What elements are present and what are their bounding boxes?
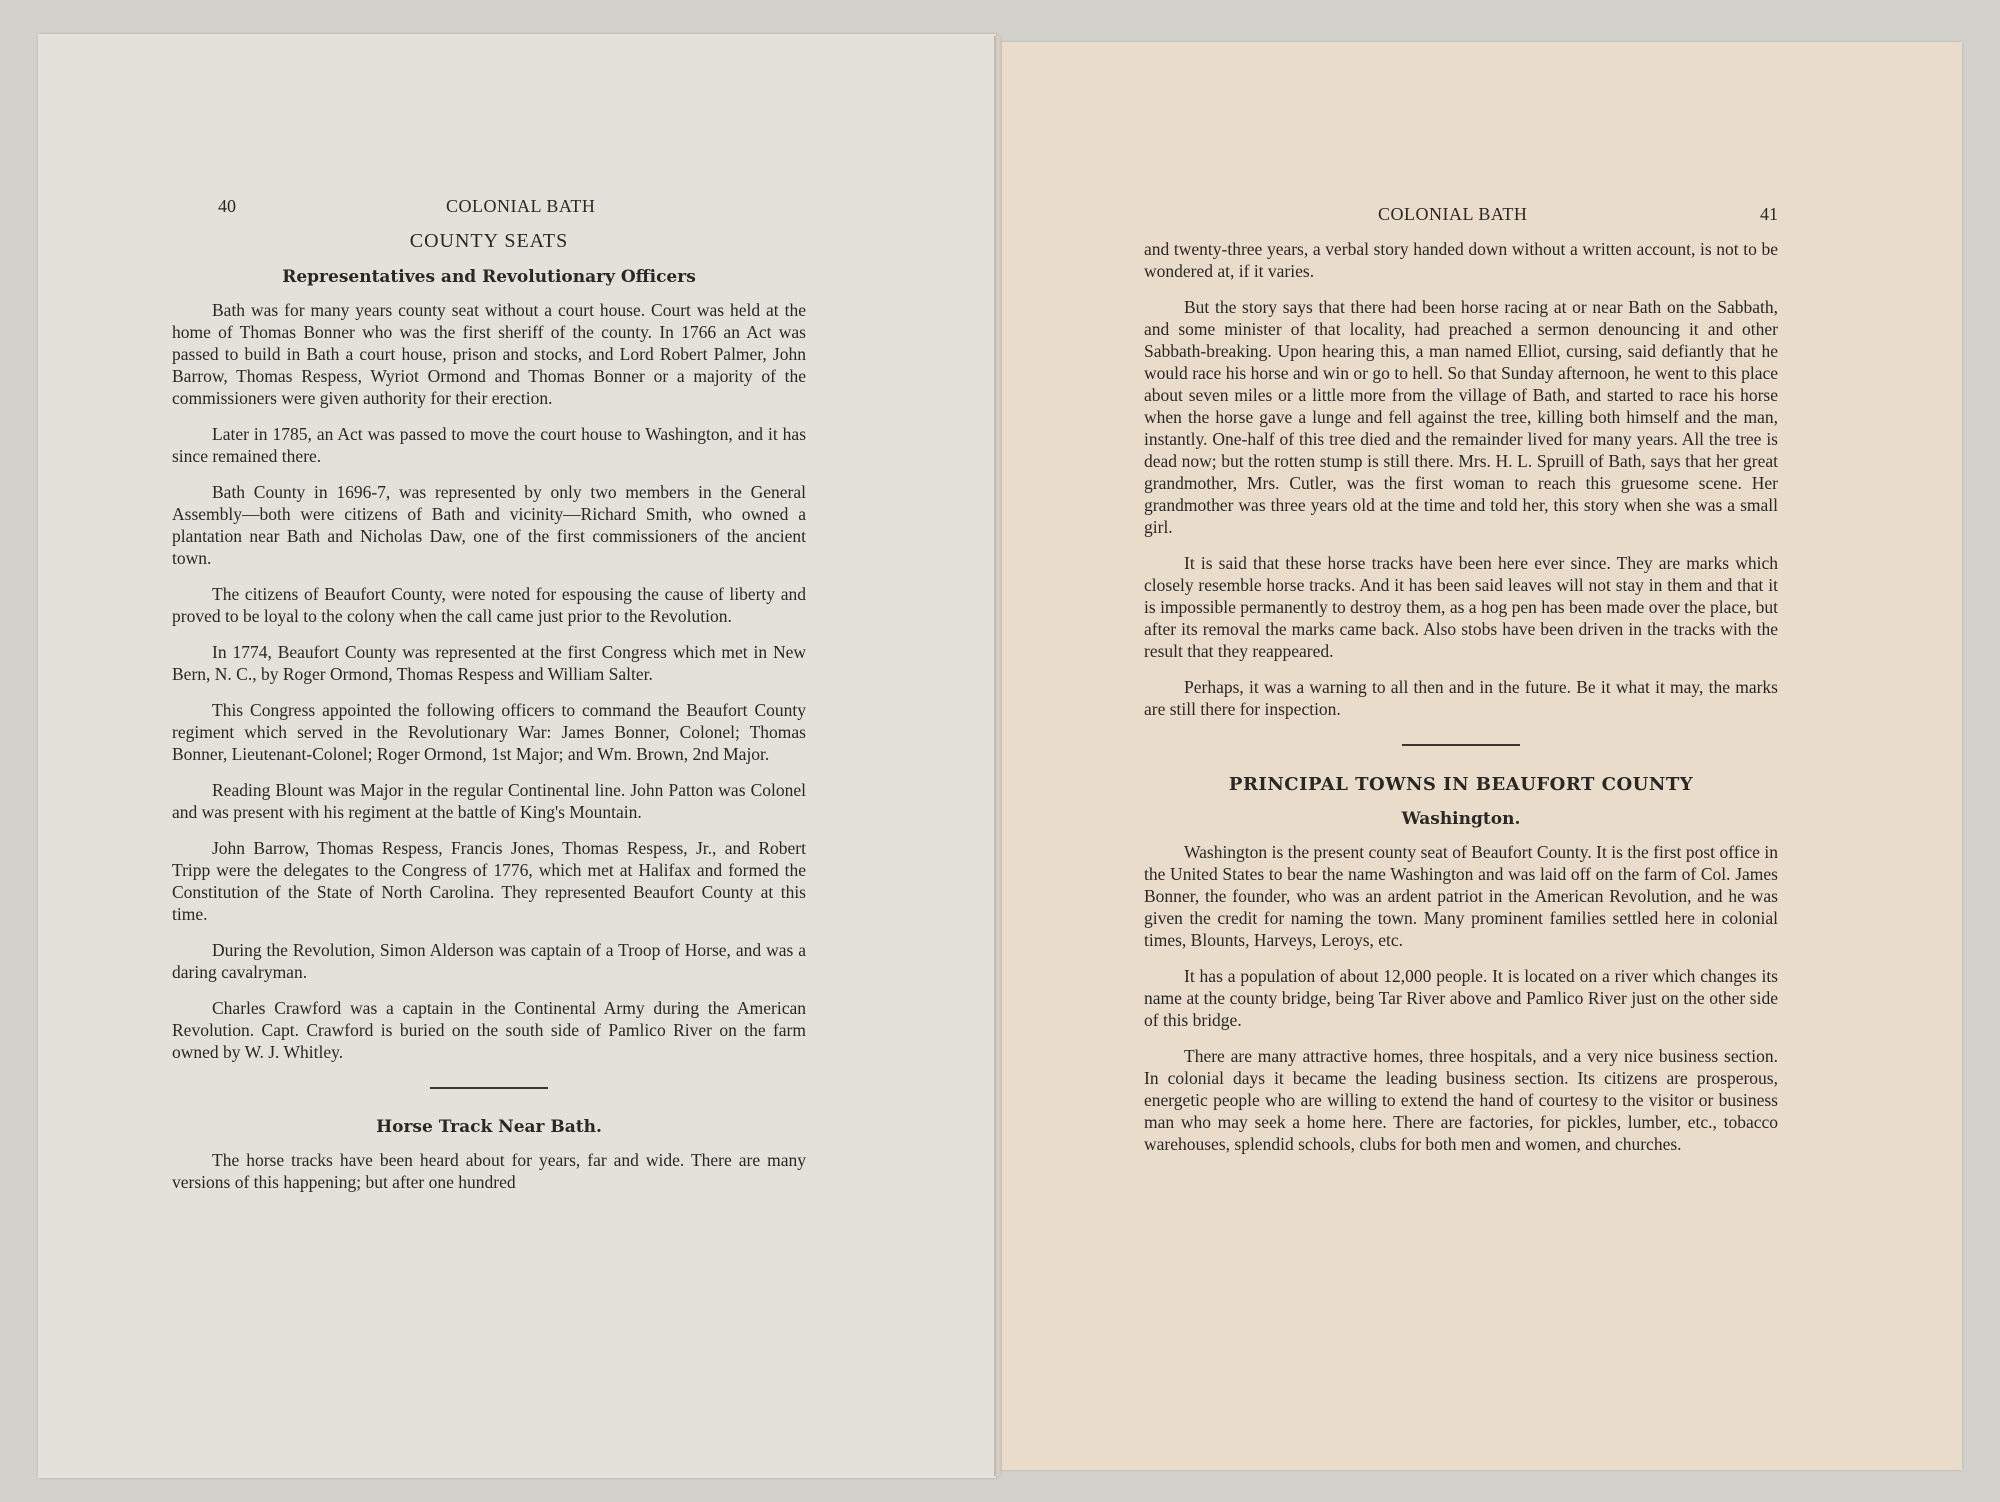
paragraph: Washington is the present county seat of Beaufort County. It is the first post office in the United States to bear the name Washington and was laid off on the farm of Col. James Bonner, the founder, who was an ardent patriot in the American Revolution, and he was given the credit for naming the town. Many prominent families settled here in colonial times, Blounts, Harveys, Leroys, etc. [1144,842,1778,950]
paragraph: The citizens of Beaufort County, were noted for espousing the cause of liberty and proved to be loyal to the colony when the call came just prior to the Revolution. [172,584,806,626]
right-text-column [1144,238,1778,1169]
right-page-number: 41 [1760,204,1778,224]
left-text-column [172,230,806,1207]
book-gutter [994,36,1002,1476]
left-running-head: COLONIAL BATH [446,196,596,216]
continuation-paragraph: and twenty-three years, a verbal story handed down without a written account, is not to be wondered at, if it varies. [1144,239,1778,281]
paragraph: But the story says that there had been horse racing at or near Bath on the Sabbath, and some minister of that locality, had preached a sermon denouncing it and other Sabbath-breaking. Upon hearing this, a man named Elliot, cursing, said defiantly that he would race his horse and win or go to hell. So that Sunday afternoon, he went to this place about seven miles or a little more from the village of Bath, and started to race his horse when the horse gave a lunge and fell against the tree, killing both himself and the man, instantly. One-half of this tree died and the remainder lived for many years. All the tree is dead now; but the rotten stump is still there. Mrs. H. L. Spruill of Bath, says that her great grandmother, Mrs. Cutler, was the first woman to reach this gruesome scene. Her grandmother was three years old at the time and told her, this story when she was a small girl. [1144,297,1778,537]
section-divider [1402,744,1520,746]
paragraph: Charles Crawford was a captain in the Continental Army during the American Revolution. Capt. Crawford is buried on the south side of Pamlico River on the farm owned by W. J. Whitley. [172,998,806,1062]
paragraph: Bath County in 1696-7, was represented by only two members in the General Assembly—both were citizens of Bath and vicinity—Richard Smith, who owned a plantation near Bath and Nicholas Daw, one of the first commissioners of the ancient town. [172,482,806,568]
left-page-number: 40 [218,196,236,216]
paragraph: John Barrow, Thomas Respess, Francis Jones, Thomas Respess, Jr., and Robert Tripp were the delegates to the Congress of 1776, which met at Halifax and formed the Constitution of the State of North Carolina. They represented Beaufort County at this time. [172,838,806,924]
paragraph: Perhaps, it was a warning to all then and in the future. Be it what it may, the marks are still there for inspection. [1144,677,1778,719]
horse-track-title: Horse Track Near Bath. [376,1117,602,1137]
paragraph: It is said that these horse tracks have been here ever since. They are marks which closely resemble horse tracks. And it has been said leaves will not stay in them and that it is impossible permanently to destroy them, as a hog pen has been made over the place, but after its removal the marks came back. Also stobs have been driven in the tracks with the result that they reappeared. [1144,553,1778,661]
paragraph: Bath was for many years county seat without a court house. Court was held at the home of Thomas Bonner who was the first sheriff of the county. In 1766 an Act was passed to build in Bath a court house, prison and stocks, and Lord Robert Palmer, John Barrow, Thomas Respess, Wyriot Ormond and Thomas Bonner or a majority of the commissioners were given authority for their erection. [172,300,806,408]
paragraph: Reading Blount was Major in the regular Continental line. John Patton was Colonel and was present with his regiment at the battle of King's Mountain. [172,780,806,822]
paragraph: During the Revolution, Simon Alderson was captain of a Troop of Horse, and was a daring cavalryman. [172,940,806,982]
washington-title: Washington. [1401,809,1521,829]
right-running-head: COLONIAL BATH [1378,204,1528,224]
representatives-subtitle: Representatives and Revolutionary Officers [282,267,696,287]
paragraph: This Congress appointed the following officers to command the Beaufort County regiment which served in the Revolutionary War: James Bonner, Colonel; Thomas Bonner, Lieutenant-Colonel; Roger Ormond, 1st Major; and Wm. Brown, 2nd Major. [172,700,806,764]
paragraph: In 1774, Beaufort County was represented at the first Congress which met in New Bern, N. C., by Roger Ormond, Thomas Respess and William Salter. [172,642,806,684]
county-seats-title: COUNTY SEATS [409,230,569,252]
paragraph: Later in 1785, an Act was passed to move the court house to Washington, and it has since remained there. [172,424,806,466]
principal-towns-title: PRINCIPAL TOWNS IN BEAUFORT COUNTY [1228,774,1694,795]
paragraph: There are many attractive homes, three hospitals, and a very nice business section. In colonial days it became the leading business section. Its citizens are prosperous, energetic people who are willing to extend the hand of courtesy to the visitor or business man who may seek a home here. There are factories, for pickles, lumber, etc., tobacco warehouses, splendid schools, clubs for both men and women, and churches. [1144,1046,1778,1154]
section-divider [430,1087,548,1089]
paragraph: It has a population of about 12,000 people. It is located on a river which changes its name at the county bridge, being Tar River above and Pamlico River just on the other side of this bridge. [1144,966,1778,1030]
paragraph: The horse tracks have been heard about for years, far and wide. There are many versions of this happening; but after one hundred [172,1150,806,1192]
